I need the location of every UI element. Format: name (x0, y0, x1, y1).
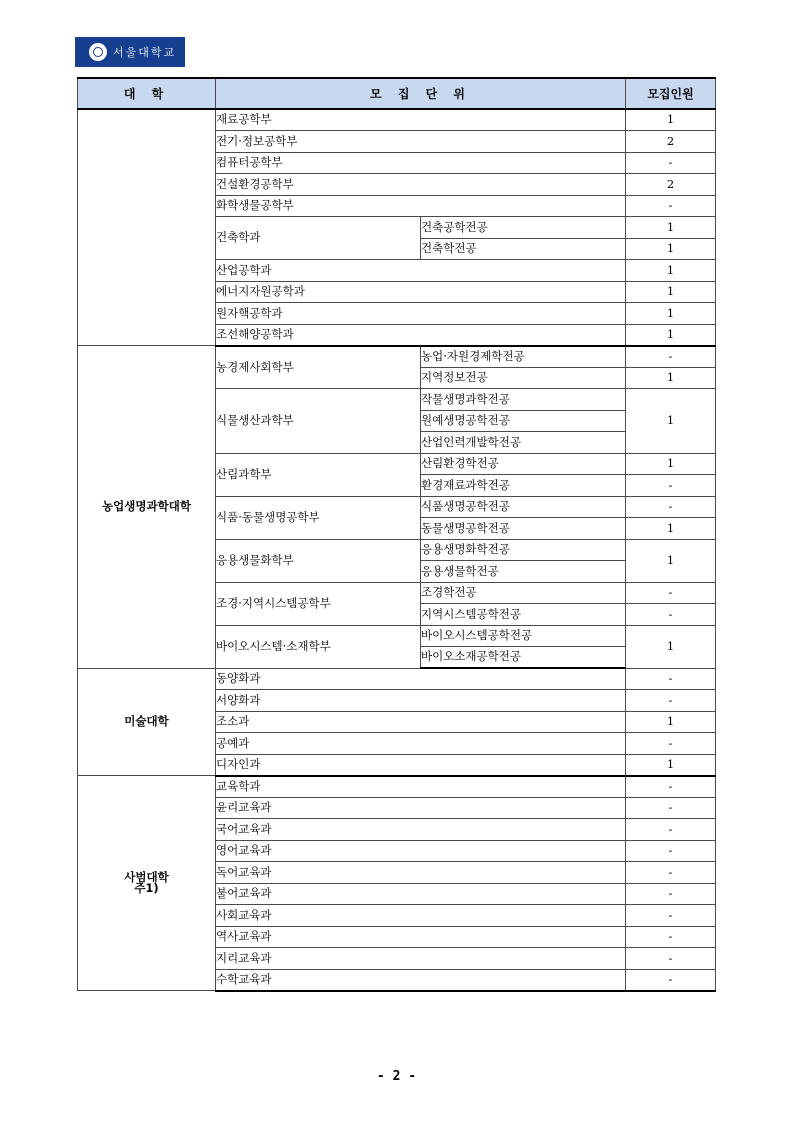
count-cell: - (626, 668, 716, 690)
count-cell: 2 (626, 131, 716, 153)
page-number: - 2 - (376, 1069, 417, 1084)
major-cell: 환경재료과학전공 (421, 475, 626, 497)
university-emblem-icon (89, 43, 107, 61)
count-cell: - (626, 905, 716, 927)
count-cell: - (626, 582, 716, 604)
dept-cell: 식물생산과학부 (216, 389, 421, 454)
header-count: 모집인원 (626, 78, 716, 109)
count-cell: 1 (626, 389, 716, 454)
dept-cell: 바이오시스템·소재학부 (216, 625, 421, 668)
dept-cell: 응용생물화학부 (216, 539, 421, 582)
count-cell: - (626, 840, 716, 862)
table-row (78, 776, 716, 798)
dept-cell: 식품·동물생명공학부 (216, 496, 421, 539)
unit-cell: 조선해양공학과 (216, 324, 626, 346)
unit-cell: 건설환경공학부 (216, 174, 626, 196)
count-cell: - (626, 926, 716, 948)
count-cell: 1 (626, 367, 716, 389)
major-cell: 식품생명공학전공 (421, 496, 626, 518)
major-cell: 지역시스템공학전공 (421, 604, 626, 626)
unit-cell: 윤리교육과 (216, 797, 626, 819)
college-cell-education (78, 776, 216, 991)
unit-cell: 수학교육과 (216, 969, 626, 991)
major-cell: 원예생명공학전공 (421, 410, 626, 432)
table-row (78, 346, 716, 368)
major-cell: 작물생명과학전공 (421, 389, 626, 411)
major-cell: 바이오시스템공학전공 (421, 625, 626, 647)
major-cell: 동물생명공학전공 (421, 518, 626, 540)
count-cell: 1 (626, 453, 716, 475)
college-cell-agriculture: 농업생명과학대학 (78, 346, 216, 669)
college-cell-fine-arts: 미술대학 (78, 668, 216, 776)
major-cell: 농업·자원경제학전공 (421, 346, 626, 368)
count-cell: 1 (626, 260, 716, 282)
count-cell: - (626, 733, 716, 755)
count-cell: 1 (626, 711, 716, 733)
unit-cell: 독어교육과 (216, 862, 626, 884)
count-cell: 2 (626, 174, 716, 196)
count-cell: 1 (626, 303, 716, 325)
college-footnote: 주1) (134, 881, 159, 895)
unit-cell: 지리교육과 (216, 948, 626, 970)
count-cell: - (626, 797, 716, 819)
unit-cell: 교육학과 (216, 776, 626, 798)
unit-cell: 공예과 (216, 733, 626, 755)
count-cell: 1 (626, 625, 716, 668)
count-cell: - (626, 969, 716, 991)
major-cell: 지역정보전공 (421, 367, 626, 389)
major-cell: 응용생명화학전공 (421, 539, 626, 561)
college-name: 사범대학 (124, 869, 169, 884)
count-cell: - (626, 776, 716, 798)
unit-cell: 사회교육과 (216, 905, 626, 927)
unit-cell: 원자핵공학과 (216, 303, 626, 325)
major-cell: 조경학전공 (421, 582, 626, 604)
count-cell: - (626, 195, 716, 217)
count-cell: - (626, 862, 716, 884)
logo-text: 서울대학교 (113, 46, 177, 59)
unit-cell: 화학생물공학부 (216, 195, 626, 217)
unit-cell: 건축학과 (216, 217, 421, 260)
major-cell: 산림환경학전공 (421, 453, 626, 475)
count-cell: 1 (626, 238, 716, 260)
unit-cell: 디자인과 (216, 754, 626, 776)
count-cell: 1 (626, 754, 716, 776)
major-cell: 바이오소재공학전공 (421, 647, 626, 669)
unit-cell: 조소과 (216, 711, 626, 733)
major-cell: 건축학전공 (421, 238, 626, 260)
major-cell: 건축공학전공 (421, 217, 626, 239)
table-row (78, 668, 716, 690)
count-cell: - (626, 883, 716, 905)
unit-cell: 전기·정보공학부 (216, 131, 626, 153)
dept-cell: 농경제사회학부 (216, 346, 421, 389)
unit-cell: 동양화과 (216, 668, 626, 690)
unit-cell: 산업공학과 (216, 260, 626, 282)
count-cell: 1 (626, 109, 716, 131)
table-header-row (78, 78, 716, 109)
count-cell: - (626, 948, 716, 970)
count-cell: 1 (626, 518, 716, 540)
unit-cell: 에너지자원공학과 (216, 281, 626, 303)
unit-cell: 영어교육과 (216, 840, 626, 862)
unit-cell: 국어교육과 (216, 819, 626, 841)
major-cell: 산업인력개발학전공 (421, 432, 626, 454)
dept-cell: 조경·지역시스템공학부 (216, 582, 421, 625)
unit-cell: 불어교육과 (216, 883, 626, 905)
count-cell: 1 (626, 281, 716, 303)
count-cell: - (626, 690, 716, 712)
table-row (78, 109, 716, 131)
unit-cell: 서양화과 (216, 690, 626, 712)
unit-cell: 컴퓨터공학부 (216, 152, 626, 174)
header-unit: 모 집 단 위 (216, 78, 626, 109)
count-cell: - (626, 346, 716, 368)
count-cell: - (626, 475, 716, 497)
count-cell: 1 (626, 324, 716, 346)
unit-cell: 역사교육과 (216, 926, 626, 948)
count-cell: 1 (626, 539, 716, 582)
college-cell-engineering (78, 109, 216, 346)
major-cell: 응용생물학전공 (421, 561, 626, 583)
count-cell: - (626, 604, 716, 626)
header-college: 대 학 (78, 78, 216, 109)
university-logo (75, 37, 185, 67)
count-cell: - (626, 152, 716, 174)
count-cell: 1 (626, 217, 716, 239)
dept-cell: 산림과학부 (216, 453, 421, 496)
unit-cell: 재료공학부 (216, 109, 626, 131)
admissions-table (77, 77, 716, 992)
count-cell: - (626, 496, 716, 518)
count-cell: - (626, 819, 716, 841)
